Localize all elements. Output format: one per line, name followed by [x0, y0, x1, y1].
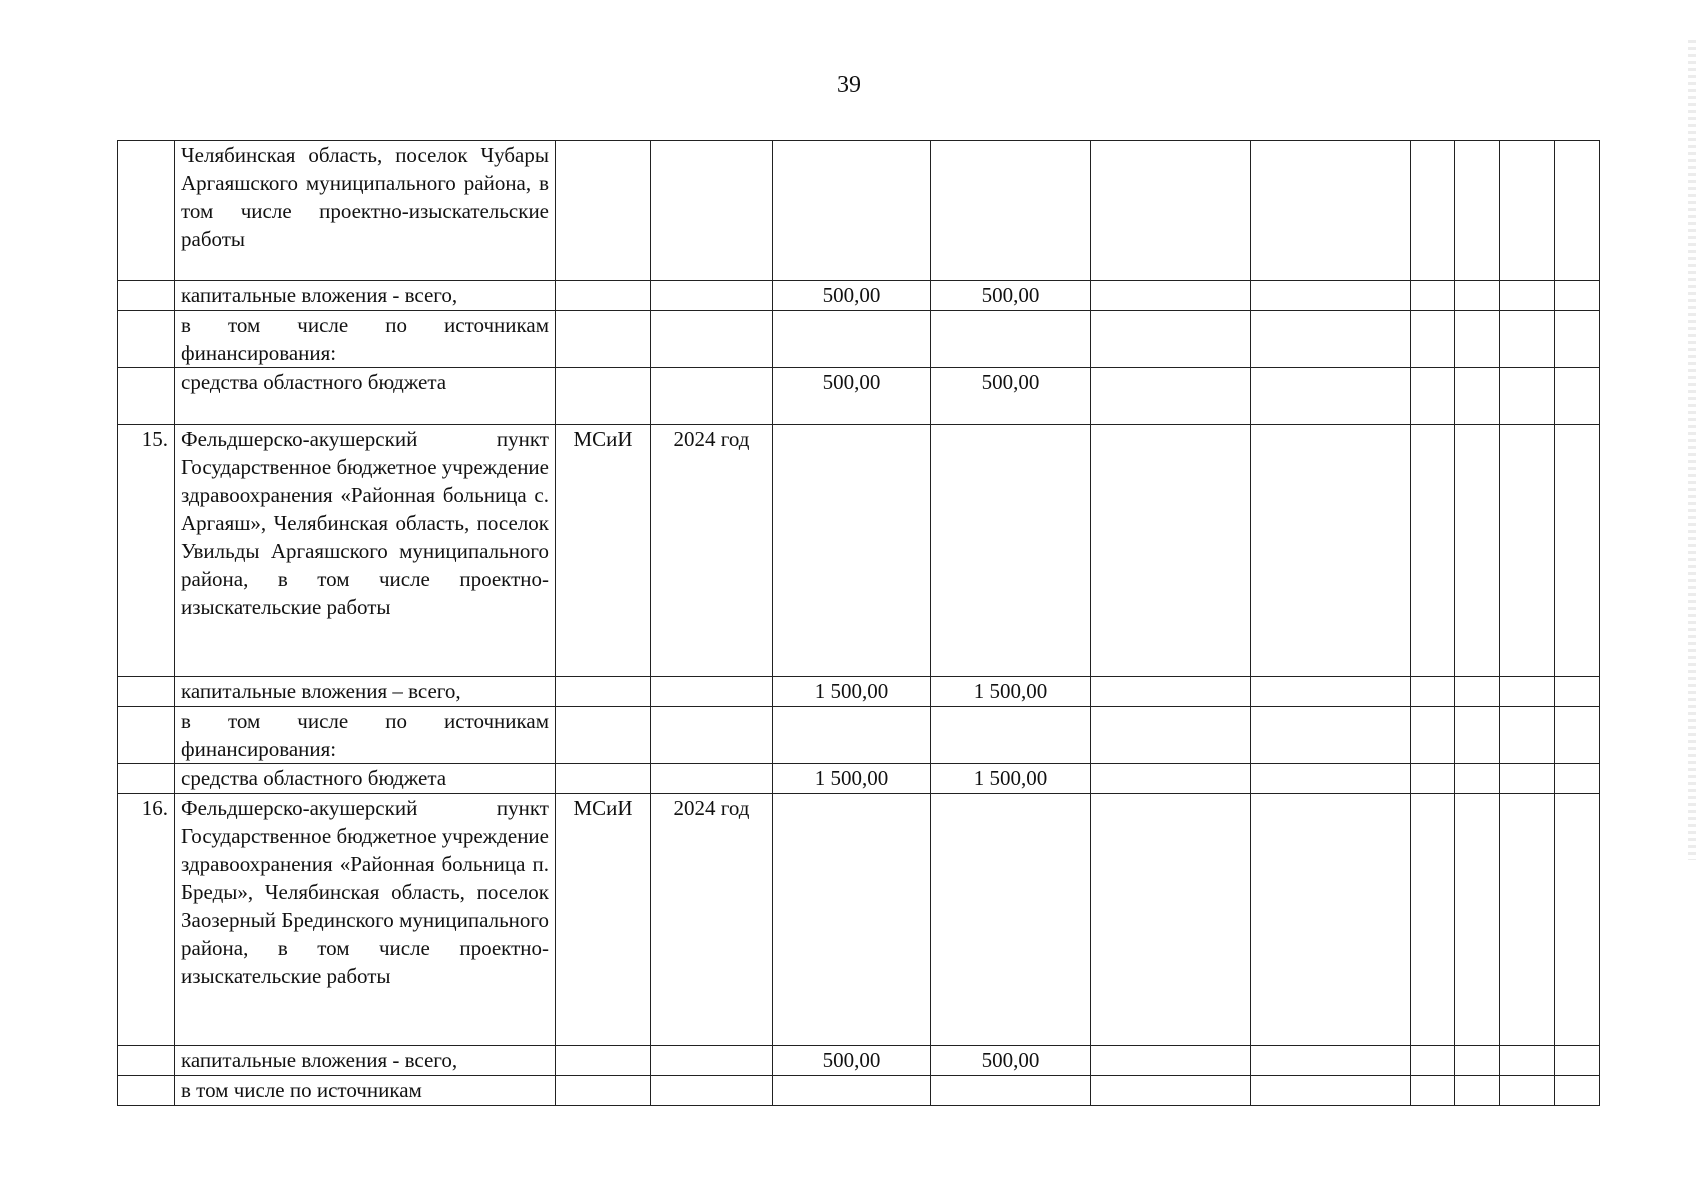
empty-cell	[1500, 1076, 1555, 1106]
empty-cell	[1091, 1046, 1251, 1076]
empty-cell	[1555, 677, 1600, 707]
empty-cell	[1500, 141, 1555, 281]
year-cell	[651, 141, 773, 281]
row-number-cell	[118, 1076, 175, 1106]
empty-cell	[1500, 794, 1555, 1046]
row-number-cell	[118, 141, 175, 281]
empty-cell	[1091, 311, 1251, 368]
empty-cell	[1091, 707, 1251, 764]
row-number-cell	[118, 677, 175, 707]
responsible-cell	[556, 1046, 651, 1076]
amount-total-cell	[773, 707, 931, 764]
empty-cell	[1411, 311, 1455, 368]
amount-2024-cell	[931, 707, 1091, 764]
description-cell: Фельдшерско-акушерский пункт Государственное бюджетное учреждение здравоохранения «Районная больница с. Аргаяш», Челябинская область, поселок Увильды Аргаяшского муниципального района, в том числе проектно-изыскательские работы	[175, 425, 556, 677]
empty-cell	[1455, 311, 1500, 368]
year-cell	[651, 677, 773, 707]
empty-cell	[1251, 281, 1411, 311]
amount-total-cell	[773, 311, 931, 368]
empty-cell	[1455, 1046, 1500, 1076]
empty-cell	[1555, 425, 1600, 677]
budget-table	[117, 140, 1600, 1106]
amount-2024-cell: 1 500,00	[931, 764, 1091, 794]
empty-cell	[1555, 794, 1600, 1046]
empty-cell	[1411, 425, 1455, 677]
empty-cell	[1555, 707, 1600, 764]
amount-2024-cell	[931, 1076, 1091, 1106]
empty-cell	[1555, 311, 1600, 368]
description-cell: Фельдшерско-акушерский пункт Государственное бюджетное учреждение здравоохранения «Районная больница п. Бреды», Челябинская область, поселок Заозерный Брединского муниципального района, в том числе проектно-изыскательские работы	[175, 794, 556, 1046]
empty-cell	[1500, 677, 1555, 707]
empty-cell	[1455, 368, 1500, 425]
empty-cell	[1251, 794, 1411, 1046]
empty-cell	[1251, 425, 1411, 677]
row-number-cell	[118, 1046, 175, 1076]
scan-edge-artifact	[1688, 40, 1696, 860]
empty-cell	[1251, 764, 1411, 794]
table-row	[118, 794, 1600, 1046]
amount-total-cell: 1 500,00	[773, 677, 931, 707]
empty-cell	[1251, 707, 1411, 764]
amount-total-cell: 1 500,00	[773, 764, 931, 794]
empty-cell	[1555, 1046, 1600, 1076]
empty-cell	[1500, 425, 1555, 677]
year-cell	[651, 707, 773, 764]
empty-cell	[1555, 141, 1600, 281]
empty-cell	[1455, 764, 1500, 794]
responsible-cell	[556, 764, 651, 794]
empty-cell	[1091, 1076, 1251, 1106]
description-cell: в том числе по источникам	[175, 1076, 556, 1106]
page-number: 39	[837, 72, 861, 98]
empty-cell	[1251, 311, 1411, 368]
empty-cell	[1251, 141, 1411, 281]
empty-cell	[1455, 141, 1500, 281]
empty-cell	[1091, 677, 1251, 707]
empty-cell	[1455, 794, 1500, 1046]
empty-cell	[1455, 707, 1500, 764]
empty-cell	[1411, 368, 1455, 425]
empty-cell	[1411, 764, 1455, 794]
amount-2024-cell: 1 500,00	[931, 677, 1091, 707]
empty-cell	[1455, 425, 1500, 677]
responsible-cell	[556, 311, 651, 368]
row-number-cell	[118, 311, 175, 368]
empty-cell	[1411, 141, 1455, 281]
year-cell	[651, 368, 773, 425]
empty-cell	[1091, 368, 1251, 425]
table-body	[118, 141, 1600, 1106]
amount-2024-cell	[931, 141, 1091, 281]
description-cell: Челябинская область, поселок Чубары Аргаяшского муниципального района, в том числе проектно-изыскательские работы	[175, 141, 556, 281]
empty-cell	[1091, 425, 1251, 677]
responsible-cell	[556, 677, 651, 707]
description-cell: капитальные вложения - всего,	[175, 1046, 556, 1076]
year-cell: 2024 год	[651, 794, 773, 1046]
amount-total-cell	[773, 794, 931, 1046]
empty-cell	[1411, 794, 1455, 1046]
description-cell: средства областного бюджета	[175, 368, 556, 425]
table-row	[118, 764, 1600, 794]
empty-cell	[1091, 764, 1251, 794]
amount-total-cell: 500,00	[773, 281, 931, 311]
empty-cell	[1411, 1046, 1455, 1076]
row-number-cell	[118, 764, 175, 794]
responsible-cell	[556, 281, 651, 311]
empty-cell	[1411, 707, 1455, 764]
table-row	[118, 707, 1600, 764]
table-row	[118, 141, 1600, 281]
year-cell	[651, 1076, 773, 1106]
empty-cell	[1455, 677, 1500, 707]
row-number-cell: 16.	[118, 794, 175, 1046]
amount-total-cell: 500,00	[773, 368, 931, 425]
empty-cell	[1411, 677, 1455, 707]
amount-2024-cell	[931, 311, 1091, 368]
empty-cell	[1555, 281, 1600, 311]
responsible-cell	[556, 707, 651, 764]
year-cell	[651, 281, 773, 311]
empty-cell	[1455, 281, 1500, 311]
table-row	[118, 1046, 1600, 1076]
row-number-cell	[118, 368, 175, 425]
row-number-cell: 15.	[118, 425, 175, 677]
table-row	[118, 281, 1600, 311]
amount-total-cell	[773, 1076, 931, 1106]
year-cell	[651, 311, 773, 368]
empty-cell	[1411, 281, 1455, 311]
empty-cell	[1555, 764, 1600, 794]
empty-cell	[1500, 1046, 1555, 1076]
empty-cell	[1500, 368, 1555, 425]
table-row	[118, 368, 1600, 425]
amount-2024-cell: 500,00	[931, 1046, 1091, 1076]
empty-cell	[1500, 764, 1555, 794]
row-number-cell	[118, 281, 175, 311]
amount-total-cell	[773, 141, 931, 281]
year-cell: 2024 год	[651, 425, 773, 677]
responsible-cell	[556, 368, 651, 425]
responsible-cell: МСиИ	[556, 425, 651, 677]
empty-cell	[1251, 368, 1411, 425]
empty-cell	[1455, 1076, 1500, 1106]
empty-cell	[1500, 311, 1555, 368]
empty-cell	[1555, 368, 1600, 425]
responsible-cell: МСиИ	[556, 794, 651, 1046]
row-number-cell	[118, 707, 175, 764]
amount-total-cell	[773, 425, 931, 677]
amount-2024-cell	[931, 794, 1091, 1046]
empty-cell	[1500, 707, 1555, 764]
description-cell: в том числе по источникам финансирования:	[175, 311, 556, 368]
description-cell: в том числе по источникам финансирования:	[175, 707, 556, 764]
empty-cell	[1251, 677, 1411, 707]
empty-cell	[1091, 281, 1251, 311]
empty-cell	[1091, 794, 1251, 1046]
empty-cell	[1500, 281, 1555, 311]
empty-cell	[1251, 1046, 1411, 1076]
amount-2024-cell	[931, 425, 1091, 677]
amount-2024-cell: 500,00	[931, 281, 1091, 311]
amount-2024-cell: 500,00	[931, 368, 1091, 425]
empty-cell	[1555, 1076, 1600, 1106]
empty-cell	[1411, 1076, 1455, 1106]
responsible-cell	[556, 1076, 651, 1106]
description-cell: капитальные вложения - всего,	[175, 281, 556, 311]
empty-cell	[1251, 1076, 1411, 1106]
table-row	[118, 311, 1600, 368]
description-cell: средства областного бюджета	[175, 764, 556, 794]
responsible-cell	[556, 141, 651, 281]
table-row	[118, 1076, 1600, 1106]
table-row	[118, 425, 1600, 677]
year-cell	[651, 1046, 773, 1076]
year-cell	[651, 764, 773, 794]
empty-cell	[1091, 141, 1251, 281]
description-cell: капитальные вложения – всего,	[175, 677, 556, 707]
amount-total-cell: 500,00	[773, 1046, 931, 1076]
table-row	[118, 677, 1600, 707]
